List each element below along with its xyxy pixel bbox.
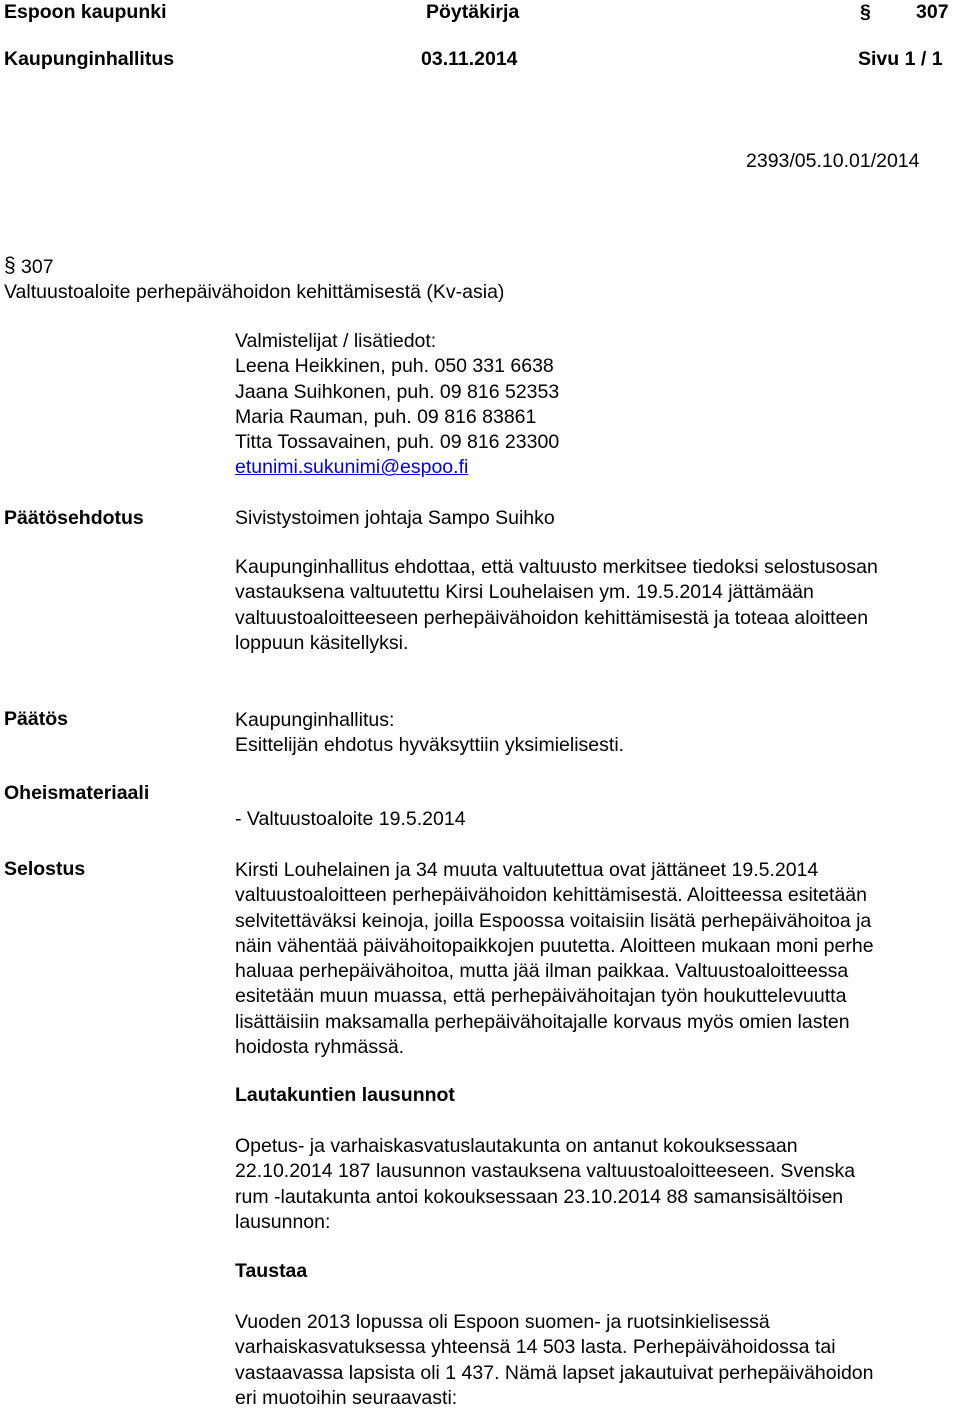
preparer-line: Titta Tossavainen, puh. 09 816 23300 bbox=[235, 431, 560, 454]
description-label: Selostus bbox=[4, 858, 86, 880]
proposal-line: valtuustoaloitteeseen perhepäivähoidon kehittämisestä ja toteaa aloitteen bbox=[235, 606, 869, 629]
description-line: esitetään muun muassa, että perhepäivähoitajan työn houkuttelevuutta bbox=[235, 985, 847, 1008]
meeting-date: 03.11.2014 bbox=[421, 48, 518, 70]
proposal-line: Kaupunginhallitus ehdottaa, että valtuusto merkitsee tiedoksi selostusosan bbox=[235, 556, 878, 578]
background-line: Vuoden 2013 lopussa oli Espoon suomen- ja ruotsinkielisessä bbox=[235, 1311, 770, 1333]
org-name: Espoon kaupunki bbox=[4, 1, 167, 23]
preparer-line: Leena Heikkinen, puh. 050 331 6638 bbox=[235, 355, 554, 378]
proposer: Sivistystoimen johtaja Sampo Suihko bbox=[235, 507, 555, 529]
header-section-number: 307 bbox=[916, 1, 949, 23]
preparer-line: Maria Rauman, puh. 09 816 83861 bbox=[235, 405, 537, 428]
statements-heading: Lautakuntien lausunnot bbox=[235, 1084, 455, 1106]
background-line: eri muotoihin seuraavasti: bbox=[235, 1386, 458, 1409]
statements-line: Opetus- ja varhaiskasvatuslautakunta on antanut kokouksessaan bbox=[235, 1135, 798, 1157]
background-line: varhaiskasvatuksessa yhteensä 14 503 lasta. Perhepäivähoidossa tai bbox=[235, 1336, 836, 1359]
description-line: valtuustoaloitteen perhepäivähoidon kehittämisestä. Aloitteessa esitetään bbox=[235, 884, 867, 907]
background-heading: Taustaa bbox=[235, 1260, 308, 1282]
document-type: Pöytäkirja bbox=[426, 1, 520, 23]
preparers-block bbox=[235, 329, 559, 481]
proposal-line: loppuun käsitellyksi. bbox=[235, 631, 409, 654]
header-section-symbol: § bbox=[860, 1, 871, 23]
statements-text bbox=[235, 1134, 855, 1235]
governing-body: Kaupunginhallitus bbox=[4, 48, 175, 70]
proposal-label: Päätösehdotus bbox=[4, 507, 144, 529]
statements-line: 22.10.2014 187 lausunnon vastauksena valtuustoaloitteeseen. Svenska bbox=[235, 1160, 856, 1183]
background-text bbox=[235, 1310, 873, 1411]
decision-line: Kaupunginhallitus: bbox=[235, 709, 395, 731]
description-text bbox=[235, 858, 874, 1060]
decision-line: Esittelijän ehdotus hyväksyttiin yksimielisesti. bbox=[235, 734, 625, 757]
reference-number: 2393/05.10.01/2014 bbox=[746, 150, 920, 172]
section-title: Valtuustoaloite perhepäivähoidon kehittämisestä (Kv-asia) bbox=[4, 281, 505, 303]
attachments-label: Oheismateriaali bbox=[4, 782, 150, 804]
description-line: lisättäisiin maksamalla perhepäivähoitajalle korvaus myös omien lasten bbox=[235, 1010, 850, 1033]
section-number: 307 bbox=[21, 256, 54, 278]
background-line: vastaavassa lapsista oli 1 437. Nämä lapset jakautuivat perhepäivähoidon bbox=[235, 1361, 874, 1384]
attachment-item: - Valtuustoaloite 19.5.2014 bbox=[235, 808, 466, 830]
description-line: Kirsti Louhelainen ja 34 muuta valtuutettua ovat jättäneet 19.5.2014 bbox=[235, 859, 819, 881]
proposal-line: vastauksena valtuutettu Kirsi Louhelaisen ym. 19.5.2014 jättämään bbox=[235, 581, 814, 604]
decision-label: Päätös bbox=[4, 708, 68, 730]
decision-text bbox=[235, 708, 624, 759]
description-line: hoidosta ryhmässä. bbox=[235, 1036, 405, 1059]
preparer-line: Jaana Suihkonen, puh. 09 816 52353 bbox=[235, 380, 560, 403]
statements-line: rum -lautakunta antoi kokouksessaan 23.10.2014 88 samansisältöisen bbox=[235, 1185, 844, 1208]
page-number: Sivu 1 / 1 bbox=[858, 48, 943, 70]
contact-email-link[interactable]: etunimi.sukunimi@espoo.fi bbox=[235, 456, 469, 479]
preparers-heading: Valmistelijat / lisätiedot: bbox=[235, 330, 437, 352]
section-symbol: § bbox=[4, 254, 16, 277]
description-line: haluaa perhepäivähoitoa, mutta jää ilman paikkaa. Valtuustoaloitteessa bbox=[235, 960, 849, 983]
description-line: selvitettäväksi keinoja, joilla Espoossa voitaisiin lisätä perhepäivähoitoa ja bbox=[235, 909, 872, 932]
description-line: näin vähentää päivähoitopaikkojen puutetta. Aloitteen mukaan moni perhe bbox=[235, 934, 874, 957]
statements-line: lausunnon: bbox=[235, 1210, 331, 1233]
proposal-text bbox=[235, 555, 878, 656]
